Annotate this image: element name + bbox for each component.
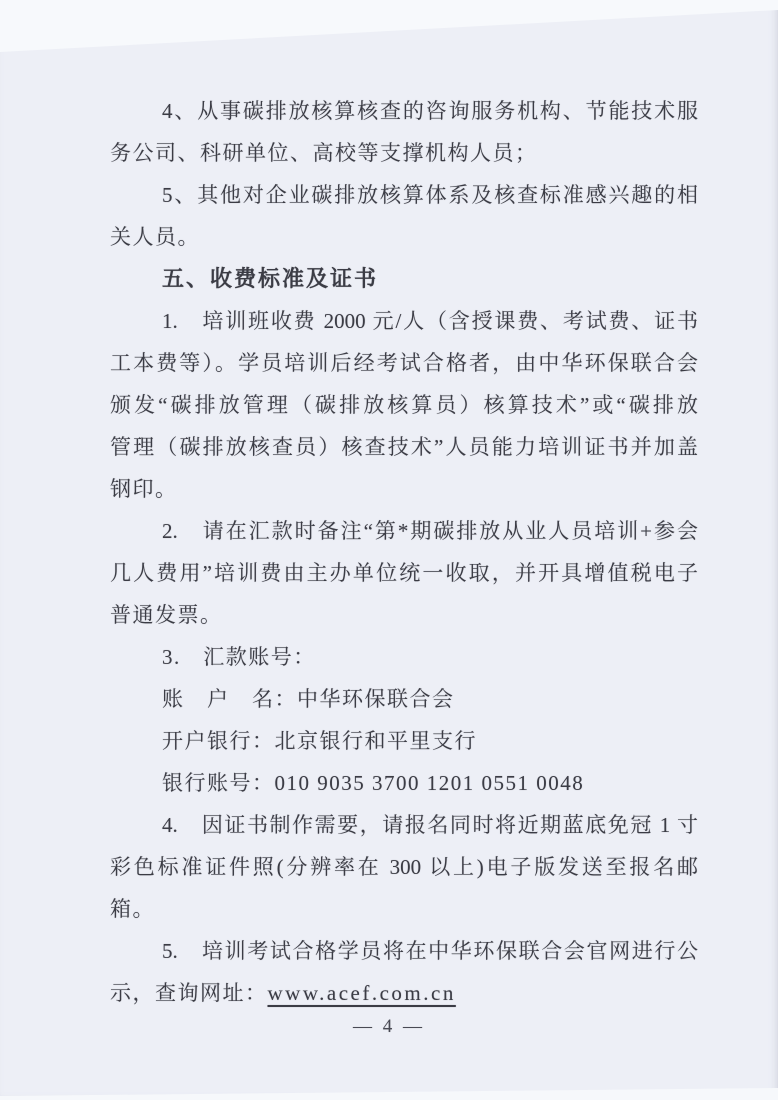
paragraph-line: 1. 培训班收费 2000 元/人（含授课费、考试费、证书 xyxy=(162,309,698,333)
url-line-prefix: 示，查询网址： xyxy=(110,981,268,1005)
bank-branch-line: 开户银行：北京银行和平里支行 xyxy=(162,729,477,753)
paragraph-line: 5、其他对企业碳排放核算体系及核查标准感兴趣的相 xyxy=(162,183,698,207)
paragraph-line: 彩色标准证件照(分辨率在 300 以上)电子版发送至报名邮 xyxy=(110,855,698,879)
paragraph-line: 2. 请在汇款时备注“第*期碳排放从业人员培训+参会 xyxy=(162,519,698,543)
paragraph-line: 颁发“碳排放管理（碳排放核算员）核算技术”或“碳排放 xyxy=(110,393,698,417)
paragraph-line: 钢印。 xyxy=(110,477,178,501)
bank-account-number-line: 银行账号：010 9035 3700 1201 0551 0048 xyxy=(162,771,585,795)
paragraph-line: 箱。 xyxy=(110,897,155,921)
website-link[interactable]: www.acef.com.cn xyxy=(267,981,456,1005)
account-name-line: 账 户 名：中华环保联合会 xyxy=(162,687,455,711)
paragraph-line: 普通发票。 xyxy=(110,603,223,627)
paragraph-line: 关人员。 xyxy=(110,225,200,249)
paragraph-line: 工本费等）。学员培训后经考试合格者，由中华环保联合会 xyxy=(110,351,698,375)
remittance-account-heading: 3. 汇款账号： xyxy=(162,645,316,669)
paragraph-line: 4、从事碳排放核算核查的咨询服务机构、节能技术服 xyxy=(162,99,698,123)
paragraph-line: 务公司、科研单位、高校等支撑机构人员； xyxy=(110,141,538,165)
paragraph-line: 几人费用”培训费由主办单位统一收取，并开具增值税电子 xyxy=(110,561,698,585)
page-number: — 4 — xyxy=(353,1016,425,1037)
paragraph-line: 4. 因证书制作需要，请报名同时将近期蓝底免冠 1 寸 xyxy=(162,813,698,837)
paragraph-line: 管理（碳排放核查员）核查技术”人员能力培训证书并加盖 xyxy=(110,435,698,459)
url-line xyxy=(110,972,698,1014)
paragraph-line: 5. 培训考试合格学员将在中华环保联合会官网进行公 xyxy=(162,939,698,963)
section-heading: 五、收费标准及证书 xyxy=(162,266,379,291)
document-body xyxy=(110,90,698,1014)
